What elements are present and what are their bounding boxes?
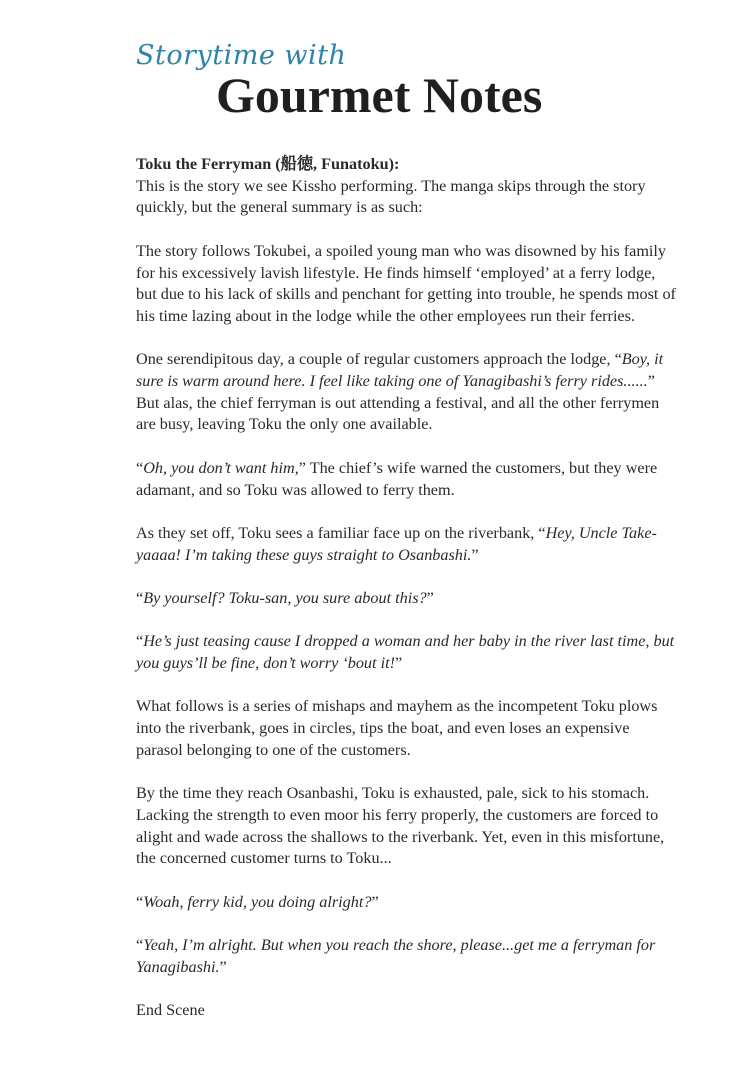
- quote-text: Oh, you don’t want him,: [143, 458, 299, 477]
- quote-text: Woah, ferry kid, you doing alright?: [143, 892, 372, 911]
- text-segment: “: [136, 632, 144, 651]
- quote-text: By yourself? Toku-san, you sure about this?: [143, 588, 427, 607]
- story-paragraph-2: [136, 349, 676, 436]
- quote-text: He’s just teasing cause I dropped a woman and her baby in the river last time, but you guys’ll be fine, don’t worry ‘bout it!: [136, 632, 675, 673]
- text-segment: “: [136, 458, 144, 477]
- story-paragraph-1: The story follows Tokubei, a spoiled young man who was disowned by his family for his excessively lavish lifestyle. He finds himself ‘employed’ at a ferry lodge, but due to his lack of skills and penchant for getting into trouble, he spends most of his time lazing about in the lodge while the other employees run their ferries.: [136, 241, 676, 325]
- text-segment: ”: [394, 654, 403, 673]
- page-title: Gourmet Notes: [216, 67, 543, 123]
- end-scene-label: End Scene: [136, 1001, 205, 1020]
- text-segment: ”: [371, 892, 379, 911]
- story-paragraph-3: [136, 458, 676, 501]
- text-segment: “: [136, 588, 144, 607]
- text-segment: ”: [426, 588, 434, 607]
- story-paragraph-4: [136, 523, 676, 566]
- story-paragraph-5: [136, 588, 676, 610]
- quote-text: Hey, Uncle Take-yaaaa! I’m taking these guys straight to Osanbashi.: [136, 523, 657, 564]
- text-segment: ” The chief’s wife warned the customers, but they were adamant, and so Toku was allowed to ferry them.: [136, 458, 658, 499]
- text-segment: One serendipitous day, a couple of regular customers approach the lodge, “: [136, 350, 622, 369]
- story-heading: Toku the Ferryman (船徳, Funatoku):: [136, 155, 400, 173]
- text-segment: ” But alas, the chief ferryman is out attending a festival, and all the other ferrymen are busy, leaving Toku the only one available.: [136, 372, 660, 434]
- quote-text: Boy, it sure is warm around here. I feel like taking one of Yanagibashi’s ferry rides......: [136, 350, 664, 390]
- quote-text: Yeah, I’m alright. But when you reach the shore, please...get me a ferryman for Yanagibashi.: [136, 936, 656, 976]
- story-paragraph-10: [136, 935, 676, 978]
- story-paragraph-6: [136, 631, 676, 674]
- page-subtitle: Storytime with: [136, 40, 347, 71]
- page-header: [136, 40, 656, 130]
- text-segment: As they set off, Toku sees a familiar face up on the riverbank, “: [136, 523, 546, 542]
- story-paragraph-7: What follows is a series of mishaps and mayhem as the incompetent Toku plows into the riverbank, goes in circles, tips the boat, and even loses an expensive parasol belonging to one of the customers.: [136, 697, 658, 759]
- story-body: [136, 154, 676, 1022]
- story-paragraph-9: [136, 892, 676, 914]
- story-paragraph-8: By the time they reach Osanbashi, Toku is exhausted, pale, sick to his stomach. Lacking the strength to even moor his ferry properly, the customers are forced to alight and wade across the shallows to the riverbank. Yet, even in this misfortune, the concerned customer turns to Toku...: [136, 784, 665, 868]
- story-intro: This is the story we see Kissho performing. The manga skips through the story quickly, but the general summary is as such:: [136, 176, 646, 217]
- text-segment: ”: [471, 545, 479, 564]
- text-segment: ”: [219, 957, 227, 976]
- text-segment: “: [136, 892, 144, 911]
- text-segment: “: [136, 936, 144, 955]
